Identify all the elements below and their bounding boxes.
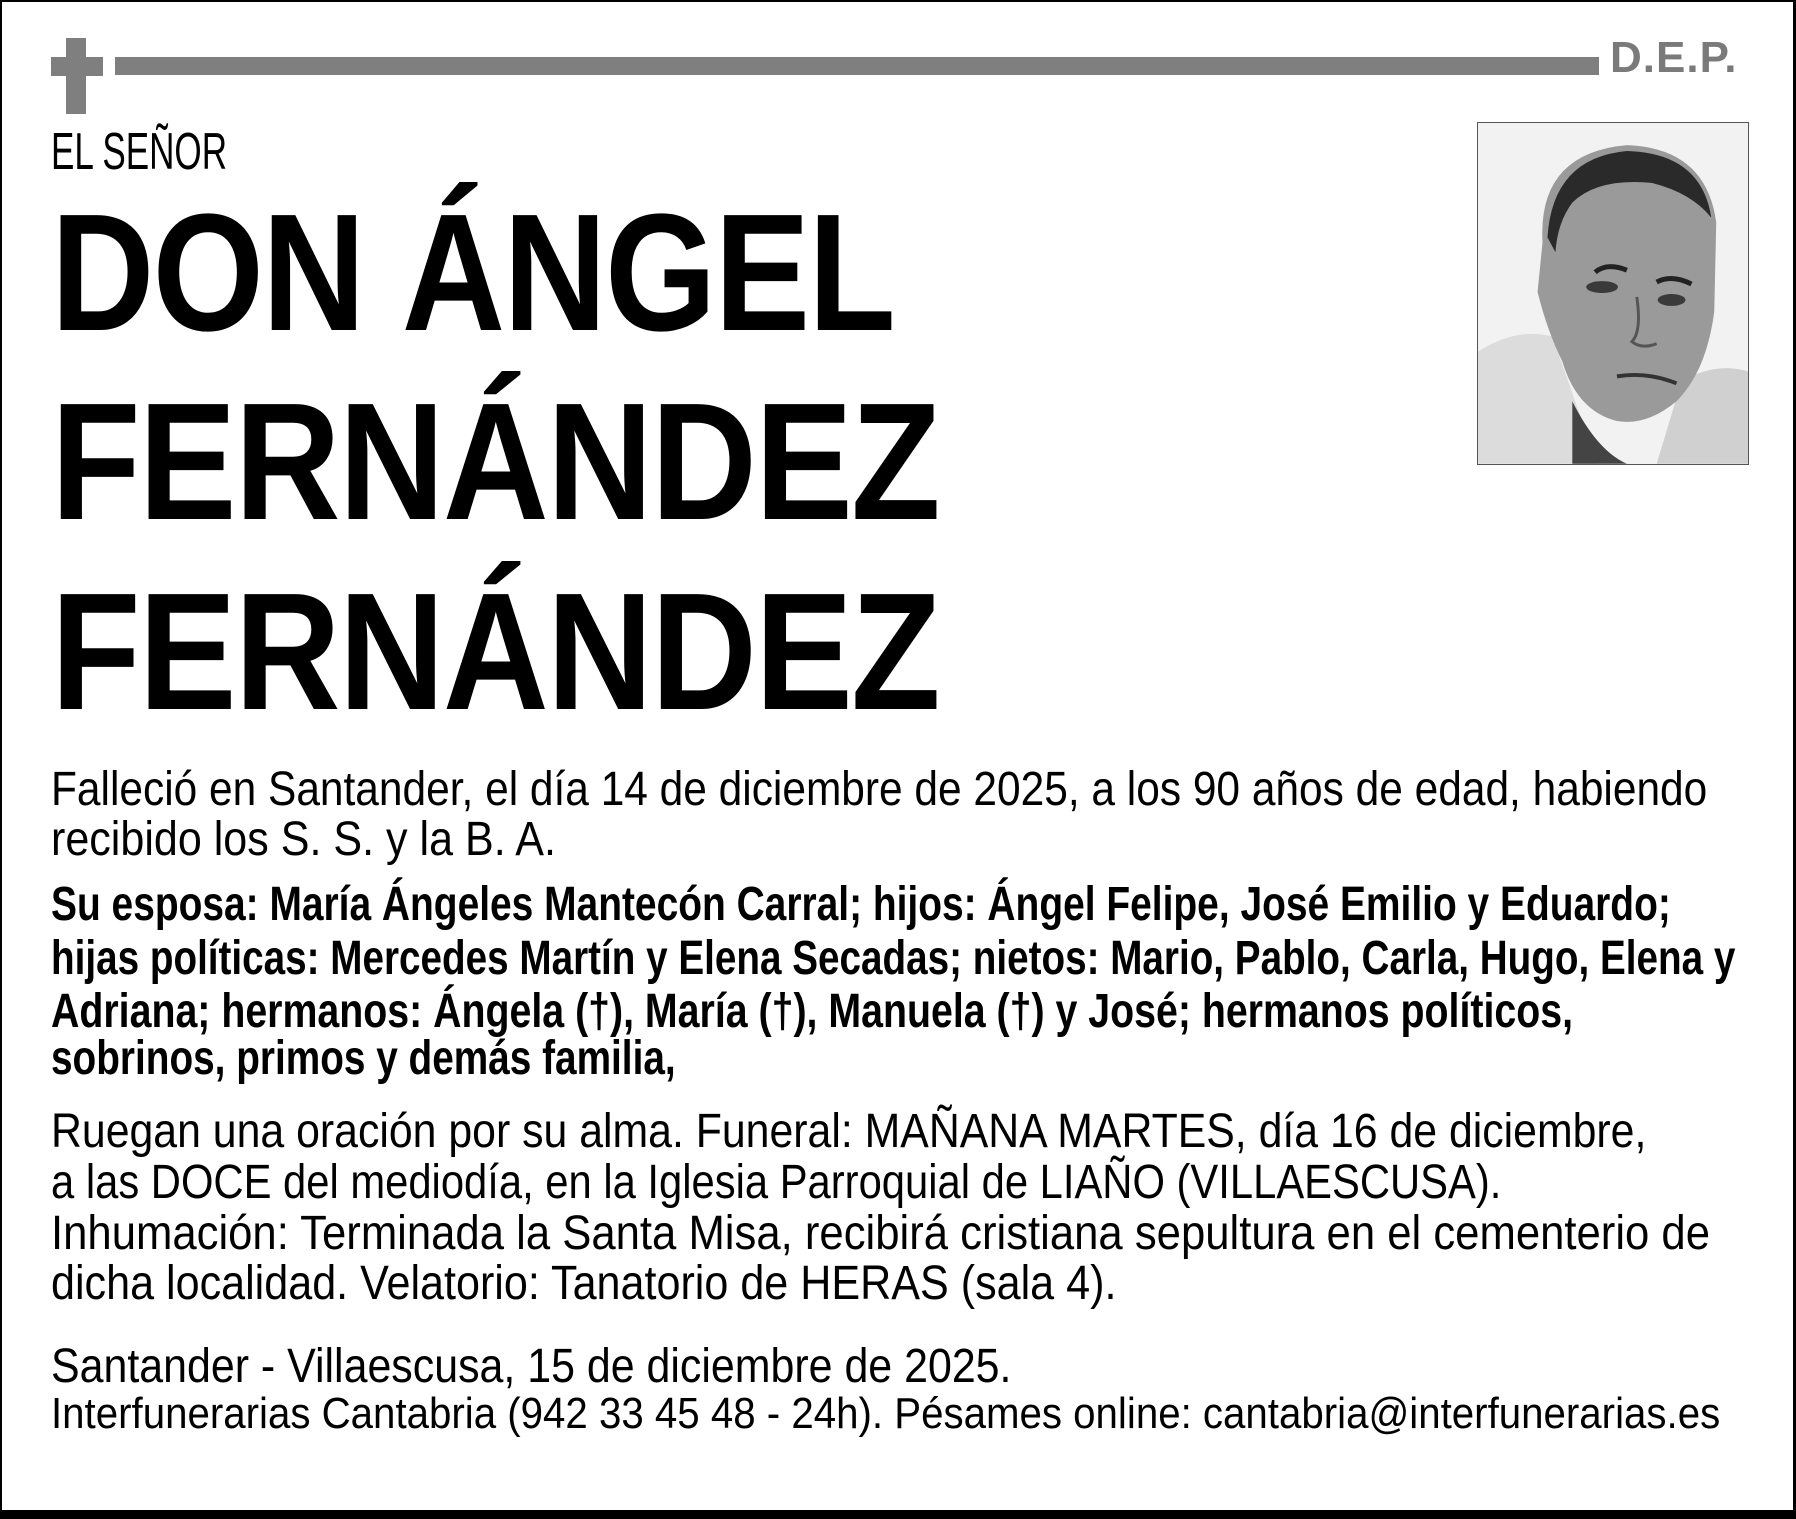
family-line-1: Su esposa: María Ángeles Mantecón Carral; hijos: Ángel Felipe, José Emilio y Eduardo;	[51, 878, 1671, 931]
latin-cross-icon	[66, 38, 86, 114]
latin-cross-icon-arm	[51, 57, 103, 76]
title-label: EL SEÑOR	[51, 123, 228, 181]
portrait-placeholder-icon	[1478, 123, 1748, 464]
family-line-4: sobrinos, primos y demás familia,	[51, 1032, 676, 1085]
death-line-1: Falleció en Santander, el día 14 de diciembre de 2025, a los 90 años de edad, habiendo	[51, 763, 1708, 816]
name-line-3: FERNÁNDEZ	[51, 559, 939, 745]
portrait-photo	[1477, 122, 1749, 465]
funeral-home-contact: Interfunerarias Cantabria (942 33 45 48 - 24h). Pésames online: cantabria@interfunerarias.es	[51, 1389, 1721, 1438]
name-line-1: DON ÁNGEL	[51, 180, 894, 366]
name-line-2: FERNÁNDEZ	[51, 369, 939, 555]
dep-label: D.E.P.	[1610, 33, 1738, 82]
family-line-2: hijas políticas: Mercedes Martín y Elena Secadas; nietos: Mario, Pablo, Carla, Hugo, Elena y	[51, 932, 1736, 985]
service-line-1: Ruegan una oración por su alma. Funeral: MAÑANA MARTES, día 16 de diciembre,	[51, 1105, 1647, 1158]
death-line-2: recibido los S. S. y la B. A.	[51, 813, 556, 866]
service-line-2: a las DOCE del mediodía, en la Iglesia Parroquial de LIAÑO (VILLAESCUSA).	[51, 1156, 1502, 1209]
place-date: Santander - Villaescusa, 15 de diciembre de 2025.	[51, 1340, 1012, 1393]
service-line-3: Inhumación: Terminada la Santa Misa, recibirá cristiana sepultura en el cementerio de	[51, 1207, 1710, 1260]
service-line-4: dicha localidad. Velatorio: Tanatorio de HERAS (sala 4).	[51, 1257, 1117, 1310]
family-line-3: Adriana; hermanos: Ángela (†), María (†), Manuela (†) y José; hermanos políticos,	[51, 985, 1574, 1038]
header-rule	[115, 57, 1599, 75]
